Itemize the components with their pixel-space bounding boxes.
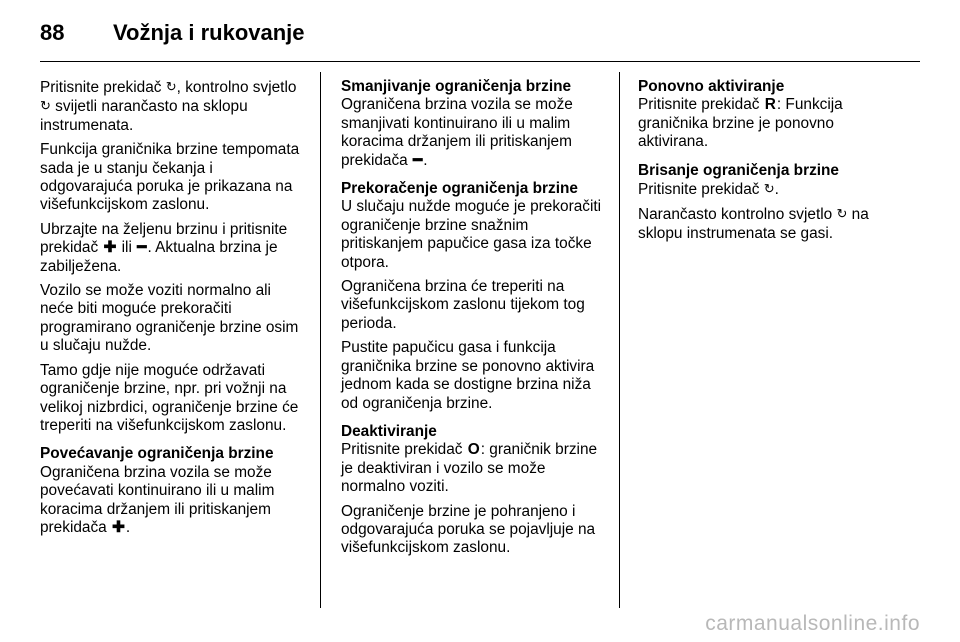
section-heading: Povećavanje ograničenja brzine — [40, 445, 274, 463]
minus-icon: ━ — [413, 151, 423, 169]
section-heading: Smanjivanje ograničenja brzine — [341, 78, 572, 95]
paragraph: Pritisnite prekidač O: graničnik brzine je deaktiviran i vozilo se može normalno voziti. — [341, 441, 598, 496]
section-heading: Brisanje ograničenja brzine — [638, 161, 839, 179]
section-heading: Prekoračenje ograničenja brzine — [341, 180, 578, 198]
paragraph: Pritisnite prekidač R: Funkcija graničnika brzine je ponovno aktivirana. — [638, 96, 843, 151]
paragraph: U slučaju nužde moguće je prekoračiti ograničenje brzine snažnim pritiskanjem papučice gasa iza točke otpora. — [341, 198, 602, 271]
page-header — [40, 20, 305, 54]
paragraph: Pustite papučicu gasa i funkcija graničnika brzine se ponovno aktivira jednom kada se dostigne brzina niža od ograničenja brzine. — [341, 339, 595, 412]
plus-icon: ✚ — [112, 518, 125, 536]
speed-limiter-icon: ↻ — [165, 79, 177, 94]
speed-limiter-icon: ↻ — [40, 98, 51, 114]
paragraph: Ubrzajte na željenu brzinu i pritisnite prekidač ✚ ili ━. Aktualna brzina je zabilježena. — [40, 220, 288, 275]
paragraph: Tamo gdje nije moguće održavati ograničenje brzine, npr. pri vožnji na velikoj nizbrdici, ograničenje brzine će treperiti na višefunkcijskom zaslonu. — [40, 361, 299, 434]
paragraph: Vozilo se može voziti normalno ali neće biti moguće prekoračiti programirano ograničenje brzine osim u slučaju nužde. — [40, 282, 299, 355]
column-divider-1 — [320, 72, 321, 608]
paragraph: Narančasto kontrolno svjetlo ↻ na sklopu instrumenata se gasi. — [638, 206, 869, 242]
chapter-title: Vožnja i rukovanje — [113, 20, 305, 45]
header-rule — [40, 61, 920, 62]
speed-limiter-icon: ↻ — [763, 181, 775, 197]
paragraph: Funkcija graničnika brzine tempomata sada je u stanju čekanja i odgovarajuća poruka je prikazana na višefunkcijskom zaslonu. — [40, 141, 300, 214]
plus-icon: ✚ — [103, 239, 117, 257]
section-heading: Deaktiviranje — [341, 422, 437, 440]
minus-icon: ━ — [137, 239, 147, 257]
resume-r-icon: R — [764, 96, 776, 114]
paragraph: Pritisnite prekidač ↻, kontrolno svjetlo ↻ svijetli narančasto na sklopu instrumenata. — [40, 79, 297, 134]
paragraph: Ograničena brzina vozila se može povećavati kontinuirano ili u malim koracima držanjem ili pritiskanjem prekidača ✚. — [40, 463, 275, 536]
paragraph: Ograničena brzina vozila se može smanjivati kontinuirano ili u malim koracima držanjem ili pritiskanjem prekidača ━. — [341, 96, 573, 169]
section-heading: Ponovno aktiviranje — [638, 78, 785, 95]
paragraph: Ograničenje brzine je pohranjeno i odgovarajuća poruka se pojavljuje na višefunkcijskom zaslonu. — [341, 502, 596, 557]
zero-icon: O — [467, 441, 480, 459]
column-1 — [40, 78, 308, 543]
column-2 — [341, 78, 609, 564]
column-divider-2 — [619, 72, 620, 608]
paragraph: Ograničena brzina će treperiti na višefunkcijskom zaslonu tijekom tog perioda. — [341, 278, 585, 332]
paragraph: Pritisnite prekidač ↻. — [638, 181, 779, 199]
page-number: 88 — [40, 20, 65, 45]
speed-limiter-icon: ↻ — [836, 206, 848, 222]
column-3 — [638, 78, 906, 249]
watermark: carmanualsonline.info — [705, 612, 920, 635]
